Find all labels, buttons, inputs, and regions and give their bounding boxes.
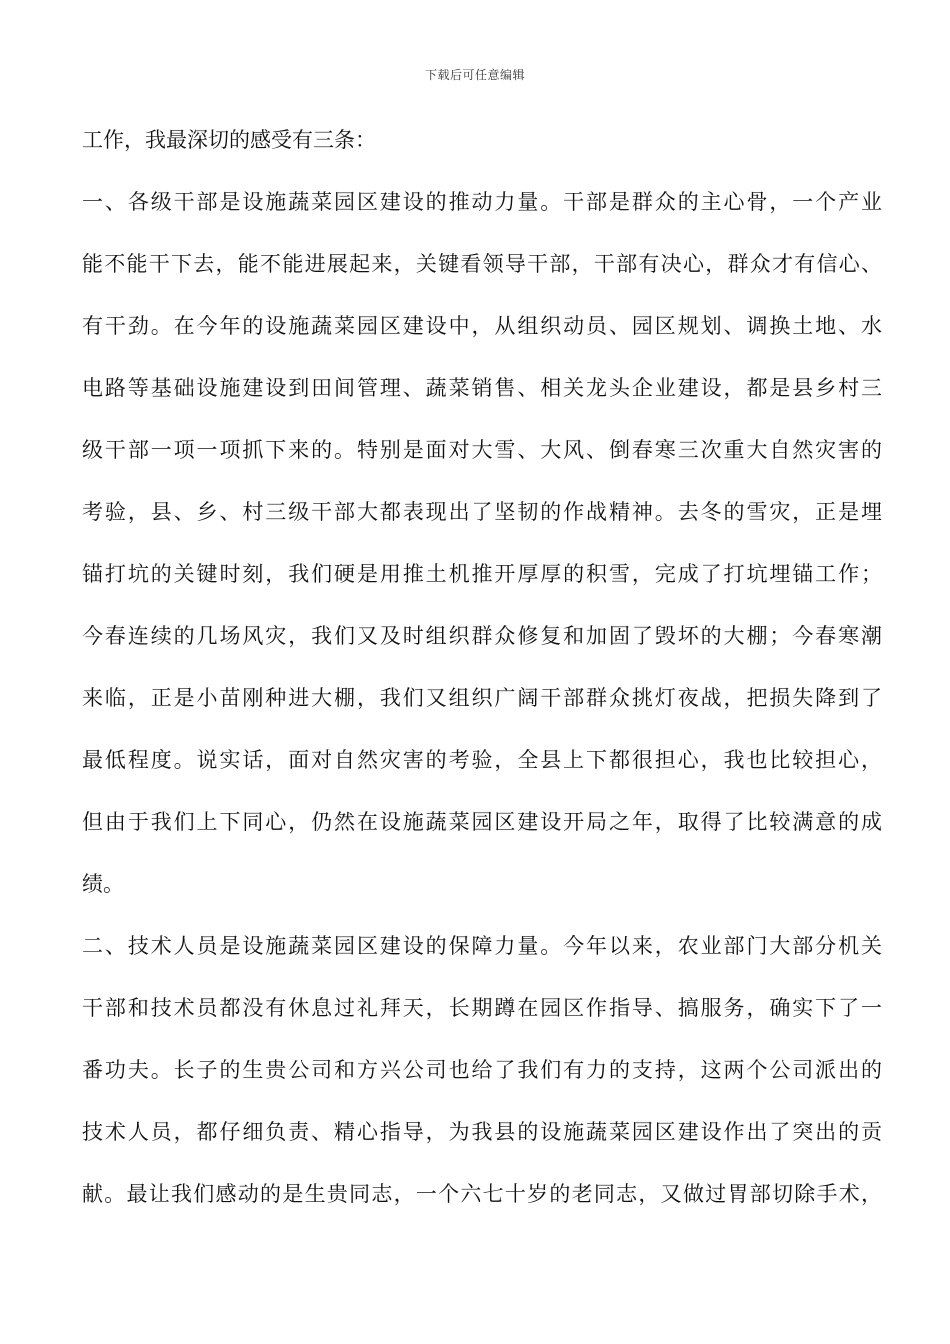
paragraph-line: 今春连续的几场风灾，我们又及时组织群众修复和加固了毁坏的大棚；今春寒潮 [82,624,882,648]
paragraph-line: 最低程度。说实话，面对自然灾害的考验，全县上下都很担心，我也比较担心， [82,748,882,772]
paragraph-line: 来临，正是小苗刚种进大棚，我们又组织广阔干部群众挑灯夜战，把损失降到了 [82,686,882,710]
paragraph-line: 工作，我最深切的感受有三条： [82,128,376,152]
paragraph-line: 干部和技术员都没有休息过礼拜天，长期蹲在园区作指导、搞服务，确实下了一 [82,996,882,1020]
paragraph-line: 锚打坑的关键时刻，我们硬是用推土机推开厚厚的积雪，完成了打坑埋锚工作； [82,562,882,586]
paragraph-line: 级干部一项一项抓下来的。特别是面对大雪、大风、倒春寒三次重大自然灾害的 [82,438,882,462]
paragraph-line: 电路等基础设施建设到田间管理、蔬菜销售、相关龙头企业建设，都是县乡村三 [82,376,882,400]
paragraph-line: 技术人员，都仔细负责、精心指导，为我县的设施蔬菜园区建设作出了突出的贡 [82,1120,882,1144]
paragraph-line: 番功夫。长子的生贵公司和方兴公司也给了我们有力的支持，这两个公司派出的 [82,1058,882,1082]
document-body [82,117,882,1233]
paragraph-line: 绩。 [82,872,124,896]
paragraph-line: 有干劲。在今年的设施蔬菜园区建设中，从组织动员、园区规划、调换土地、水 [82,314,882,338]
paragraph-line: 但由于我们上下同心，仍然在设施蔬菜园区建设开局之年，取得了比较满意的成 [82,810,882,834]
paragraph-line: 二、技术人员是设施蔬菜园区建设的保障力量。今年以来，农业部门大部分机关 [82,934,882,958]
paragraph-line: 一、各级干部是设施蔬菜园区建设的推动力量。干部是群众的主心骨，一个产业 [82,190,882,214]
paragraph-line: 能不能干下去，能不能进展起来，关键看领导干部，干部有决心，群众才有信心、 [82,252,882,276]
paragraph-line: 献。最让我们感动的是生贵同志，一个六七十岁的老同志，又做过胃部切除手术， [82,1182,882,1206]
paragraph-line: 考验，县、乡、村三级干部大都表现出了坚韧的作战精神。去冬的雪灾，正是埋 [82,500,882,524]
page-header: 下载后可任意编辑 [424,68,525,82]
